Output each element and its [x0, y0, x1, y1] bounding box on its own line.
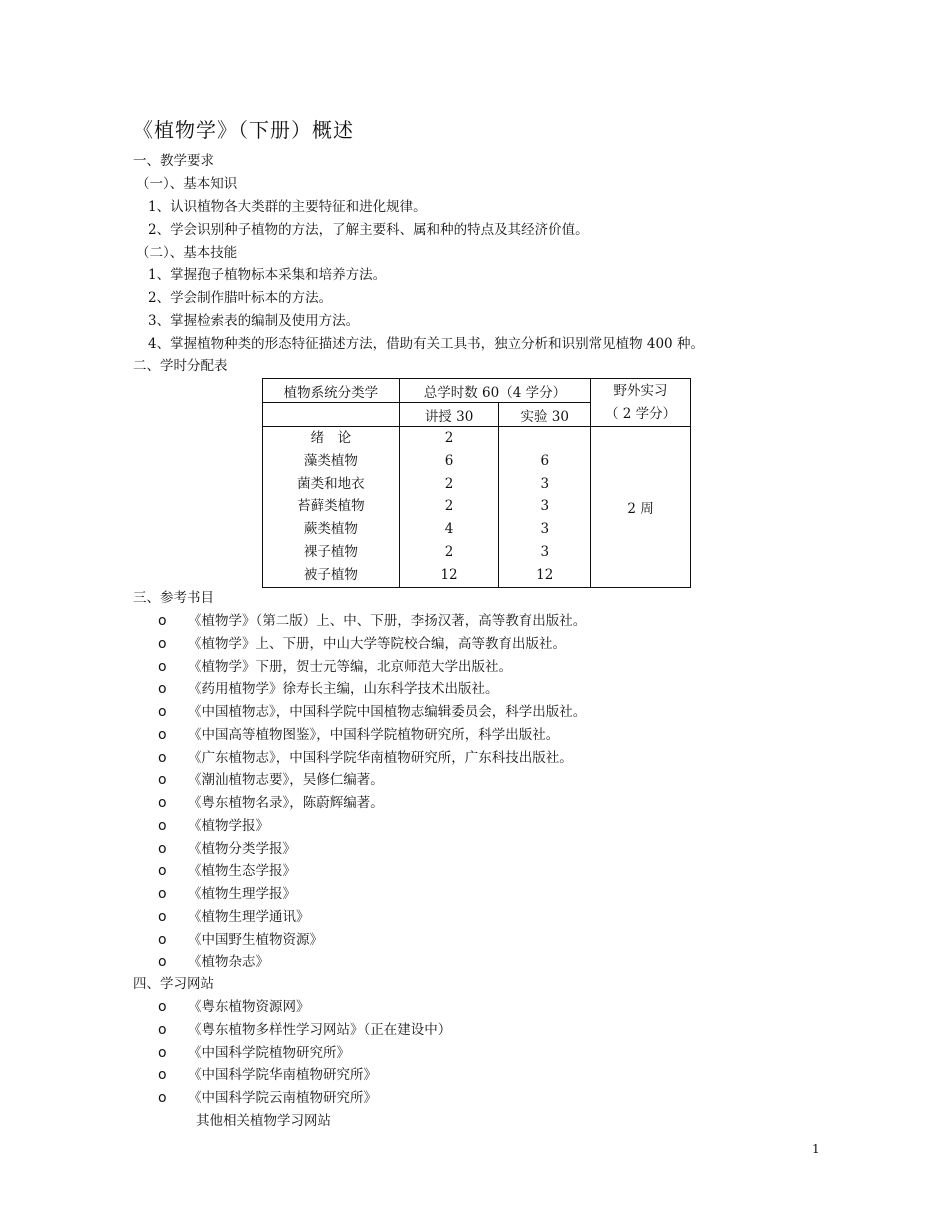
lab-hours	[499, 427, 590, 450]
section4-heading: 四、学习网站	[133, 976, 214, 992]
reference-bullet: o	[158, 886, 167, 902]
column-lab-hours	[499, 427, 591, 588]
header-empty-cell	[263, 403, 400, 427]
reference-item: 《潮汕植物志要》，吴修仁编著。	[188, 772, 384, 789]
section1-sub1-heading: （一）、基本知识	[136, 176, 238, 192]
lab-hours: 3	[540, 521, 550, 538]
website-note: 其他相关植物学习网站	[196, 1113, 331, 1129]
lecture-hours: 2	[444, 498, 454, 515]
reference-item: 《植物学报》	[188, 817, 269, 834]
website-bullet: o	[158, 1021, 167, 1038]
section3-heading: 三、参考书目	[133, 590, 214, 606]
website-item: 《中国科学院华南植物研究所》	[188, 1067, 377, 1084]
website-bullet: o	[158, 1044, 167, 1061]
reference-bullet: o	[158, 795, 167, 811]
reference-bullet: o	[158, 840, 167, 857]
lecture-hours: 2	[444, 430, 454, 446]
reference-bullet: o	[158, 772, 167, 789]
reference-item: 《中国高等植物图鉴》，中国科学院植物研究所，科学出版社。	[188, 726, 560, 743]
reference-item: 《植物生理学通讯》	[188, 908, 310, 925]
category-name: 绪 论	[310, 430, 352, 446]
reference-bullet: o	[158, 863, 167, 880]
website-item: 《粤东植物多样性学习网站》（正在建设中）	[188, 1021, 452, 1038]
website-bullet: o	[158, 1090, 167, 1106]
section1-sub2-item: 1、掌握孢子植物标本采集和培养方法。	[148, 267, 387, 283]
reference-item: 《植物生态学报》	[188, 863, 296, 880]
section1-sub2-item: 2、学会制作腊叶标本的方法。	[148, 290, 333, 306]
header-lecture: 讲授 30	[399, 403, 499, 427]
website-bullet: o	[158, 1067, 167, 1084]
reference-item: 《植物学》上、下册，中山大学等院校合编，高等教育出版社。	[188, 635, 566, 652]
lab-hours: 3	[540, 475, 550, 492]
category-name: 菌类和地衣	[297, 475, 365, 492]
website-item: 《中国科学院植物研究所》	[188, 1044, 350, 1061]
page-title: 《植物学》（下册）概述	[133, 118, 354, 142]
website-bullet: o	[158, 999, 167, 1015]
section1-sub2-heading: （二）、基本技能	[136, 245, 238, 261]
reference-item: 《广东植物志》，中国科学院华南植物研究所，广东科技出版社。	[188, 749, 573, 766]
header-lab: 实验 30	[499, 403, 591, 427]
website-item: 《中国科学院云南植物研究所》	[188, 1090, 377, 1106]
reference-bullet: o	[158, 817, 167, 834]
reference-bullet: o	[158, 954, 167, 971]
section1-sub2-item: 4、掌握植物种类的形态特征描述方法，借助有关工具书，独立分析和识别常见植物 400 种。	[148, 336, 704, 352]
reference-bullet: o	[158, 726, 167, 743]
reference-bullet: o	[158, 749, 167, 766]
reference-bullet: o	[158, 658, 167, 675]
reference-item: 《植物学》下册，贺士元等编，北京师范大学出版社。	[188, 658, 512, 675]
lab-hours: 3	[540, 498, 550, 515]
field-practice-value: 2 周	[591, 427, 691, 588]
header-field-practice	[591, 379, 691, 427]
category-name: 苔藓类植物	[297, 498, 365, 515]
hours-table	[262, 378, 691, 588]
reference-bullet: o	[158, 931, 167, 948]
column-category-names	[263, 427, 400, 588]
column-lecture-hours	[399, 427, 499, 588]
lecture-hours: 2	[444, 475, 454, 492]
reference-item: 《粤东植物名录》，陈蔚辉编著。	[188, 795, 384, 811]
category-name: 裸子植物	[303, 543, 358, 560]
reference-item: 《药用植物学》徐寿长主编，山东科学技术出版社。	[188, 681, 499, 698]
lab-hours: 6	[540, 452, 550, 469]
category-name: 蕨类植物	[303, 521, 358, 538]
category-name: 藻类植物	[303, 452, 358, 469]
lab-hours: 12	[536, 566, 554, 583]
reference-item: 《植物学》（第二版）上、中、下册，李扬汉著，高等教育出版社。	[188, 613, 587, 629]
reference-item: 《中国植物志》，中国科学院中国植物志编辑委员会，科学出版社。	[188, 704, 587, 720]
reference-item: 《植物分类学报》	[188, 840, 296, 857]
reference-bullet: o	[158, 704, 167, 720]
page-number: 1	[812, 1142, 820, 1156]
lecture-hours: 4	[444, 521, 454, 538]
header-field-line2: （ 2 学分）	[604, 405, 677, 422]
header-field-line1: 野外实习	[613, 382, 668, 399]
section1-sub1-item: 2、学会识别种子植物的方法，了解主要科、属和种的特点及其经济价值。	[148, 222, 589, 238]
reference-bullet: o	[158, 681, 167, 698]
lecture-hours: 12	[440, 566, 458, 583]
reference-item: 《植物杂志》	[188, 954, 269, 971]
section1-sub2-item: 3、掌握检索表的编制及使用方法。	[148, 313, 360, 329]
lecture-hours: 6	[444, 452, 454, 469]
header-total-hours: 总学时数 60（4 学分）	[399, 379, 590, 403]
section2-heading: 二、学时分配表	[133, 358, 228, 374]
reference-bullet: o	[158, 613, 167, 629]
section1-sub1-item: 1、认识植物各大类群的主要特征和进化规律。	[148, 199, 427, 215]
reference-item: 《中国野生植物资源》	[188, 931, 323, 948]
reference-bullet: o	[158, 908, 167, 925]
lecture-hours: 2	[444, 543, 454, 560]
section1-heading: 一、教学要求	[133, 153, 214, 169]
reference-item: 《植物生理学报》	[188, 886, 296, 902]
lab-hours: 3	[540, 543, 550, 560]
category-name: 被子植物	[303, 566, 358, 583]
header-category: 植物系统分类学	[263, 379, 400, 403]
reference-bullet: o	[158, 635, 167, 652]
website-item: 《粤东植物资源网》	[188, 999, 310, 1015]
